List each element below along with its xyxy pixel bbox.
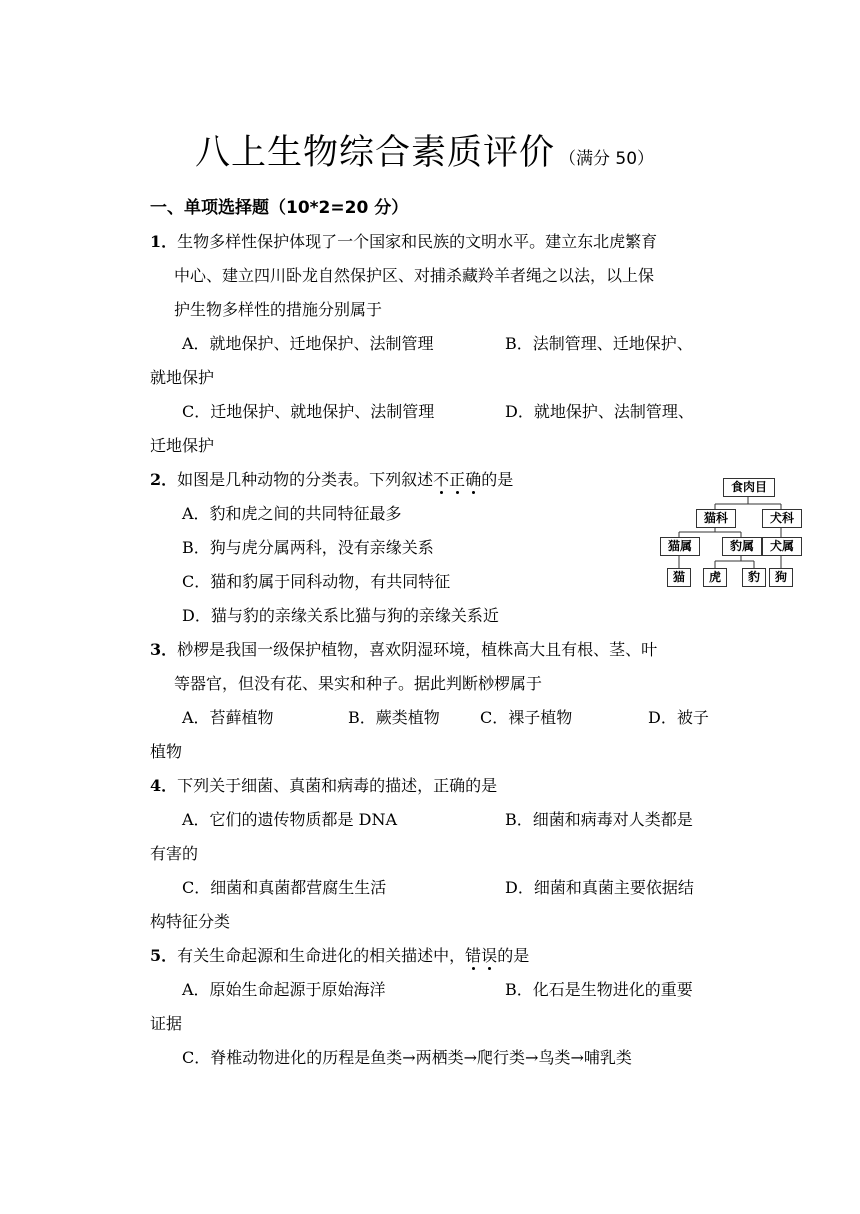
diagram-node-genus-cat: 猫属 [660, 537, 700, 556]
diagram-node-order: 食肉目 [723, 478, 775, 497]
question-1-option-b: B．法制管理、迁地保护、 [505, 334, 693, 353]
diagram-node-species-dog: 狗 [769, 568, 793, 587]
question-text-tail: 的是 [481, 470, 514, 489]
section-heading: 一、单项选择题（10*2=20 分） [150, 198, 409, 218]
question-4-option-b-wrap: 有害的 [150, 844, 199, 863]
question-4-stem [150, 776, 497, 796]
question-3-option-a: A．苔藓植物 [182, 708, 274, 727]
question-4-option-a: A．它们的遗传物质都是 DNA [182, 810, 398, 829]
title-sub: （满分 50） [559, 149, 655, 169]
question-3-stem-line-2: 等器官，但没有花、果实和种子。据此判断桫椤属于 [174, 674, 543, 693]
question-text: 桫椤是我国一级保护植物，喜欢阴湿环境，植株高大且有根、茎、叶 [177, 640, 658, 659]
diagram-node-genus-dog: 犬属 [762, 537, 802, 556]
emphasis-char: 错 [465, 946, 482, 965]
emphasis-char: 正 [449, 470, 466, 489]
question-number: 1． [150, 232, 178, 251]
question-1-option-b-wrap: 就地保护 [150, 368, 215, 387]
question-number: 3． [150, 640, 178, 659]
question-number: 2． [150, 470, 178, 489]
question-number: 5． [150, 946, 178, 965]
question-2-option-b: B．狗与虎分属两科，没有亲缘关系 [182, 538, 434, 557]
question-2-option-d: D．猫与豹的亲缘关系比猫与狗的亲缘关系近 [182, 606, 499, 625]
question-3-option-c: C．裸子植物 [480, 708, 573, 727]
emphasis-char: 不 [433, 470, 450, 489]
question-text: 有关生命起源和生命进化的相关描述中， [177, 946, 466, 965]
question-1-stem-line-3: 护生物多样性的措施分别属于 [174, 300, 383, 319]
question-1-option-d: D．就地保护、法制管理、 [505, 402, 694, 421]
question-5-option-c: C．脊椎动物进化的历程是鱼类→两栖类→爬行类→鸟类→哺乳类 [182, 1048, 632, 1067]
question-text: 生物多样性保护体现了一个国家和民族的文明水平。建立东北虎繁育 [177, 232, 658, 251]
question-1-stem-line-1 [150, 232, 657, 252]
question-3-option-b: B．蕨类植物 [348, 708, 440, 727]
question-3-option-d: D．被子 [648, 708, 709, 727]
question-5-option-a: A．原始生命起源于原始海洋 [182, 980, 386, 999]
question-text: 如图是几种动物的分类表。下列叙述 [177, 470, 434, 489]
question-4-option-d-wrap: 构特征分类 [150, 912, 231, 931]
diagram-node-species-tiger: 虎 [703, 568, 727, 587]
question-5-option-b-wrap: 证据 [150, 1014, 183, 1033]
question-1-option-d-wrap: 迁地保护 [150, 436, 215, 455]
diagram-node-species-cat: 猫 [667, 568, 691, 587]
title-main: 八上生物综合素质评价 [195, 133, 556, 173]
diagram-node-genus-leopard: 豹属 [722, 537, 762, 556]
diagram-node-family-dog: 犬科 [762, 509, 802, 528]
question-3-stem-line-1 [150, 640, 657, 660]
question-2-option-a: A．豹和虎之间的共同特征最多 [182, 504, 402, 523]
question-1-option-c: C．迁地保护、就地保护、法制管理 [182, 402, 435, 421]
diagram-node-species-leopard: 豹 [742, 568, 766, 587]
question-text-tail: 的是 [497, 946, 530, 965]
question-text: 下列关于细菌、真菌和病毒的描述，正确的是 [177, 776, 498, 795]
diagram-node-family-cat: 猫科 [696, 509, 736, 528]
question-3-option-d-wrap: 植物 [150, 742, 183, 761]
question-4-option-c: C．细菌和真菌都营腐生生活 [182, 878, 387, 897]
question-1-option-a: A．就地保护、迁地保护、法制管理 [182, 334, 434, 353]
question-4-option-b: B．细菌和病毒对人类都是 [505, 810, 693, 829]
question-2-option-c: C．猫和豹属于同科动物，有共同特征 [182, 572, 451, 591]
question-number: 4． [150, 776, 178, 795]
question-5-stem [150, 946, 529, 966]
question-4-option-d: D．细菌和真菌主要依据结 [505, 878, 694, 897]
question-1-stem-line-2: 中心、建立四川卧龙自然保护区、对捕杀藏羚羊者绳之以法，以上保 [174, 266, 655, 285]
question-2-stem [150, 470, 513, 490]
emphasis-char: 误 [481, 946, 498, 965]
classification-diagram [660, 476, 800, 591]
emphasis-char: 确 [465, 470, 482, 489]
question-5-option-b: B．化石是生物进化的重要 [505, 980, 693, 999]
page-title [195, 125, 654, 175]
